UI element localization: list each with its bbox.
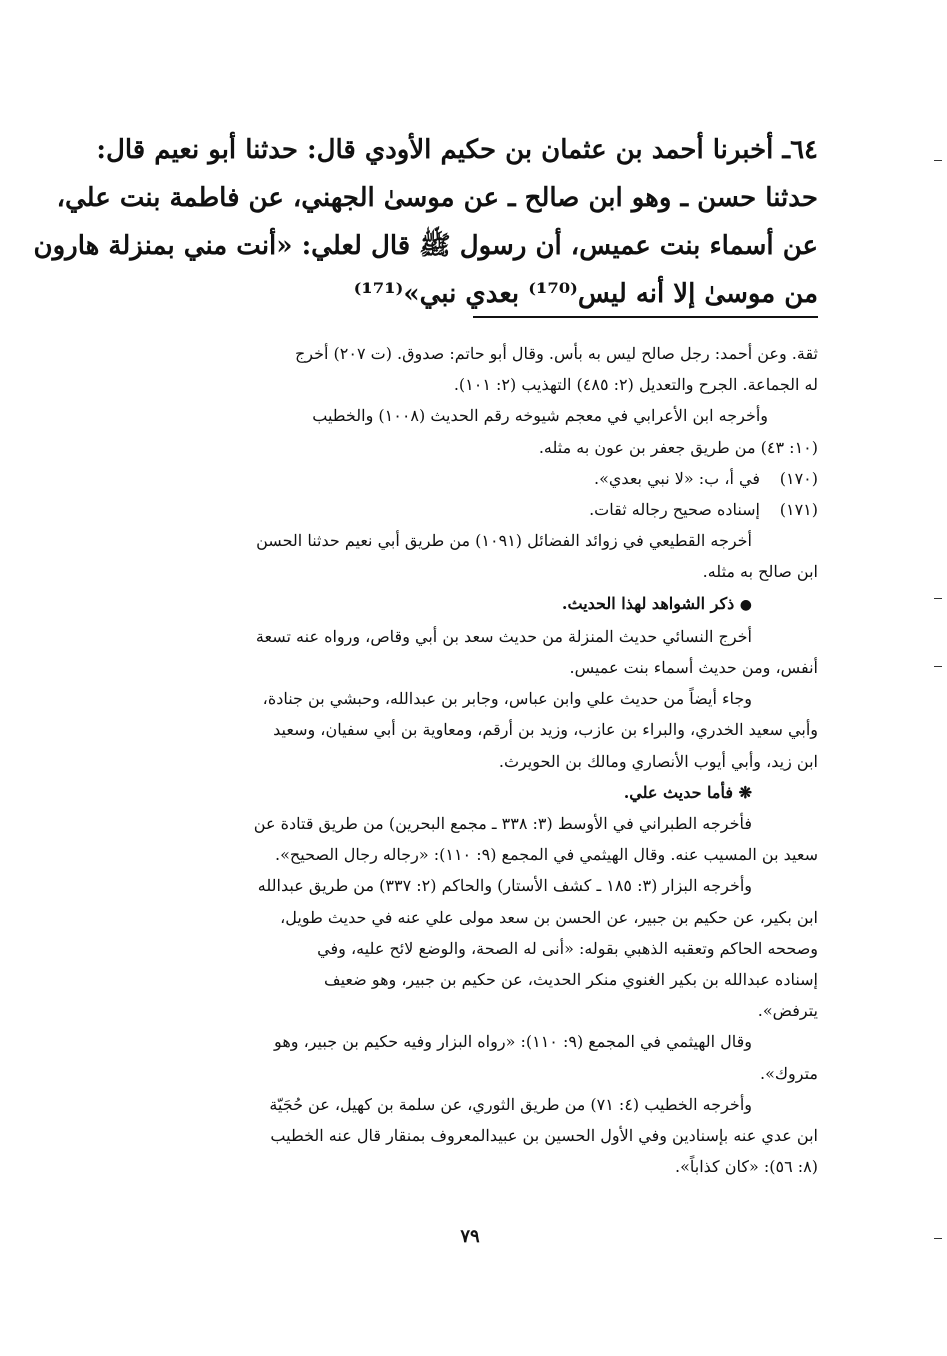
- note-line: وصححه الحاكم وتعقبه الذهبي بقوله: «أنى له الصحة، والوضع لائح عليه، وفي: [317, 938, 818, 958]
- note-line: ابن بكير، عن حكيم بن جبير، عن الحسن بن سعد مولى علي عنه في حديث طويل،: [280, 907, 818, 927]
- note-line: إسناده عبدالله بن بكير الغنوي منكر الحديث، عن حكيم بن جبير، وهو ضعيف: [324, 970, 818, 990]
- footnote-separator: [473, 316, 818, 318]
- footnote-number: (١٧١): [779, 500, 818, 520]
- note-line: وأخرجه البزار (٣: ١٨٥ ـ كشف الأستار) والحاكم (٢: ٣٣٧) من طريق عبدالله: [257, 876, 752, 896]
- hadith-line: ٦٤ـ أخبرنا أحمد بن عثمان بن حكيم الأودي قال: حدثنا أبو نعيم قال:: [96, 135, 818, 165]
- footnote-text: إسناده صحيح رجاله ثقات.: [589, 500, 760, 520]
- note-line: وأخرجه ابن الأعرابي في معجم شيوخه رقم الحديث (١٠٠٨) والخطيب: [312, 406, 768, 426]
- subsection-heading: [130, 777, 818, 808]
- footnote-number: (١٧٠): [779, 468, 818, 488]
- margin-mark: [934, 666, 942, 667]
- note-line: متروك».: [759, 1063, 818, 1083]
- footnote-171: [130, 494, 818, 525]
- page-number: ٧٩: [460, 1226, 480, 1247]
- section-heading: [130, 588, 818, 621]
- note-line: ابن زيد، وأبي أيوب الأنصاري ومالك بن الحويرث.: [498, 751, 818, 771]
- hadith-text: [33, 126, 818, 318]
- note-line: ابن صالح به مثله.: [702, 562, 818, 582]
- hadith-line: من موسىٰ إلا أنه ليس⁽¹⁷⁰⁾ بعدي نبي»⁽¹⁷¹⁾: [353, 279, 818, 309]
- footnote-170: [130, 463, 818, 494]
- note-line: وقال الهيثمي في المجمع (٩: ١١٠): «رواه البزار وفيه حكيم بن جبير، وهو: [274, 1032, 752, 1052]
- note-line: (١٠: ٤٣) من طريق جعفر بن عون به مثله.: [538, 437, 818, 457]
- note-line: له الجماعة. الجرح والتعديل (٢: ٤٨٥) التهذيب (٢: ١٠١).: [453, 375, 818, 395]
- footnote-text: في أ، ب: «لا نبي بعدي».: [594, 468, 760, 488]
- star-icon: ❋: [738, 782, 752, 802]
- note-line: ابن عدي عنه بإسنادين وفي الأول الحسين بن عبيدالمعروف بمنقار قال عنه الخطيب: [270, 1126, 818, 1146]
- note-line: وأخرجه الخطيب (٤: ٧١) من طريق الثوري، عن سلمة بن كهيل، عن حُجَيّة: [269, 1094, 752, 1114]
- hadith-line: حدثنا حسن ـ وهو ابن صالح ـ عن موسىٰ الجهني، عن فاطمة بنت علي،: [56, 183, 818, 213]
- note-line: يترفض».: [757, 1001, 818, 1021]
- section-heading-text: ذكر الشواهد لهذا الحديث.: [561, 593, 735, 613]
- note-line: سعيد بن المسيب عنه. وقال الهيثمي في المجمع (٩: ١١٠): «رجاله رجال الصحيح».: [275, 845, 818, 865]
- note-line: أنفس، ومن حديث أسماء بنت عميس.: [569, 658, 818, 678]
- hadith-line: عن أسماء بنت عميس، أن رسول ﷺ قال لعلي: «أنت مني بمنزلة هارون: [33, 231, 818, 261]
- note-line: ثقة. وعن أحمد: رجل صالح ليس به بأس. وقال أبو حاتم: صدوق. (ت ٢٠٧) أخرج: [294, 344, 818, 363]
- margin-mark: [934, 1238, 942, 1239]
- margin-mark: [934, 598, 942, 599]
- margin-mark: [934, 160, 942, 161]
- bullet-icon: ●: [739, 596, 752, 613]
- note-line: فأخرجه الطبراني في الأوسط (٣: ٣٣٨ ـ مجمع البحرين) من طريق قتادة عن: [253, 814, 752, 834]
- note-line: أخرجه القطيعي في زوائد الفضائل (١٠٩١) من طريق أبي نعيم حدثنا الحسن: [256, 531, 752, 551]
- footnotes: [130, 338, 818, 1182]
- subsection-heading-text: فأما حديث علي.: [623, 782, 734, 802]
- note-line: أخرج النسائي حديث المنزلة من حديث سعد بن أبي وقاص، ورواه عنه تسعة: [255, 626, 752, 646]
- note-line: وأبي سعيد الخدري، والبراء بن عازب، وزيد بن أرقم، ومعاوية بن أبي سفيان، وسعيد: [273, 720, 818, 740]
- note-line: وجاء أيضاً من حديث علي وابن عباس، وجابر بن عبدالله، وحبشي بن جنادة،: [262, 689, 752, 709]
- note-line: (٨: ٥٦): «كان كذاباً».: [674, 1157, 818, 1177]
